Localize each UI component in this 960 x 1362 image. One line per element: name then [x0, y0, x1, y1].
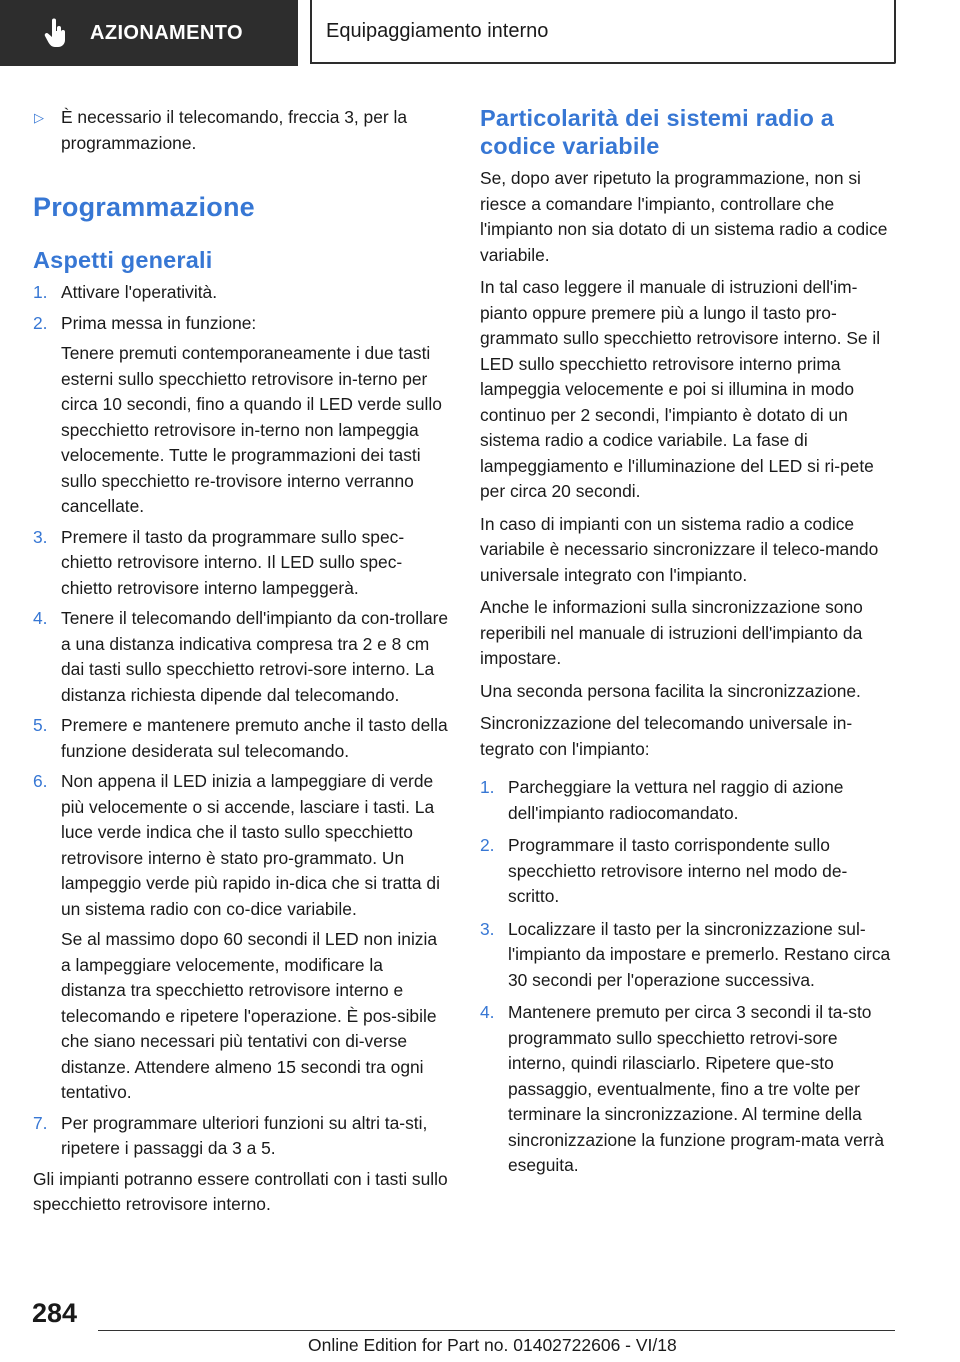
paragraph: In caso di impianti con un sistema radio a codice variabile è necessario sincronizzare il teleco-mando universale integrato con l'impianto.	[480, 513, 879, 585]
paragraph: Se, dopo aver ripetuto la programmazione, non si riesce a comandare l'impianto, controllare che l'impianto non sia dotato di un sistema radio a codice variabile.	[480, 168, 888, 265]
list-item	[33, 280, 451, 306]
list-item	[33, 769, 451, 922]
subsection-heading: Aspetti generali	[33, 247, 213, 273]
step-number: 1.	[33, 282, 48, 302]
hand-pointer-icon	[44, 18, 68, 48]
page-number: 284	[32, 1298, 78, 1328]
list-item	[33, 311, 451, 337]
list-item	[480, 1000, 898, 1179]
step-number: 1.	[480, 777, 495, 797]
step-number: 3.	[33, 526, 48, 547]
step-number: 2.	[33, 312, 48, 333]
step-text: Tenere il telecomando dell'impianto da con-trollare a una distanza indicativa compresa tra 2 e 8 cm dai tasti sullo specchietto retrovi-sore interno. La distanza richiesta dipende dal telecomando.	[61, 608, 449, 705]
chapter-tab	[310, 0, 896, 64]
steps-list	[33, 280, 451, 1218]
step-text: Parcheggiare la vettura nel raggio di azione dell'impianto radiocomandato.	[508, 777, 844, 823]
step-number: 3.	[480, 918, 495, 939]
footer-divider	[98, 1330, 895, 1331]
edition-note: Online Edition for Part no. 01402722606 - VI/18	[308, 1335, 677, 1355]
step-text: Programmare il tasto corrispondente sullo specchietto retrovisore interno nel modo de-scritto.	[508, 835, 848, 906]
step-number: 7.	[33, 1112, 48, 1133]
paragraph: In tal caso leggere il manuale di istruzioni dell'im-pianto oppure premere più a lungo il tasto pro-grammato sullo specchietto retrovisore interno. Se il LED sullo specchietto retrovisore interno prima lampeggia velocemente e poi si illumina in modo continuo per 2 secondi, l'impianto è dotato di un sistema radio a codice variabile. La fase di lampeggiamento e l'illuminazione del LED si ri-pete per circa 20 secondi.	[480, 277, 881, 501]
step-number: 5.	[33, 715, 48, 735]
triangle-bullet-icon: ▷	[34, 110, 44, 125]
paragraph: Sincronizzazione del telecomando universale in-tegrato con l'impianto:	[480, 713, 853, 759]
step-text: Localizzare il tasto per la sincronizzazione sul-l'impianto da impostare e premerlo. Restano circa 30 secondi per l'operazione successiva.	[508, 918, 891, 990]
step-text: Mantenere premuto per circa 3 secondi il ta-sto programmato sullo specchietto retrovi-sore interno, quindi rilasciarlo. Ripetere que-sto passaggio, eventualmente, fino a tre volte per terminare la sincronizzazione. Al termine della sincronizzazione la funzione program-mata verrà eseguita.	[508, 1002, 885, 1175]
closing-paragraph: Gli impianti potranno essere controllati con i tasti sullo specchietto retrovisore interno.	[33, 1168, 448, 1214]
step-text: Per programmare ulteriori funzioni su altri ta-sti, ripetere i passaggi da 3 a 5.	[61, 1112, 428, 1158]
paragraph: Anche le informazioni sulla sincronizzazione sono reperibili nel manuale di istruzioni dell'impianto da impostare.	[480, 597, 863, 668]
step-number: 4.	[33, 608, 48, 628]
step-text: Attivare l'operatività.	[61, 282, 218, 302]
list-item-continuation	[33, 341, 451, 520]
section-tab	[0, 0, 298, 66]
list-item	[33, 1111, 451, 1162]
step-number: 2.	[480, 835, 495, 855]
list-item	[480, 775, 898, 826]
list-item	[33, 606, 451, 708]
step-text: Tenere premuti contemporaneamente i due tasti esterni sullo specchietto retrovisore in-terno per circa 10 secondi, fino a quando il LED verde sullo specchietto retrovisore in-terno non lampeggia velocemente. Tutte le programmazioni dei tasti sullo specchietto re-trovisore interno verranno cancellate.	[61, 343, 442, 516]
step-text: Prima messa in funzione:	[61, 312, 257, 333]
paragraph: Una seconda persona facilita la sincronizzazione.	[480, 680, 861, 701]
step-text: Non appena il LED inizia a lampeggiare di verde più velocemente o si accende, lasciare i tasti. La luce verde indica che il tasto sullo specchietto retrovisore interno è stato pro-grammato. Un lampeggio verde più rapido in-dica che si tratta di un sistema radio con co-dice variabile.	[61, 771, 440, 919]
chapter-label: Equipaggiamento interno	[326, 19, 549, 42]
list-item-continuation	[33, 927, 451, 1106]
step-number: 6.	[33, 771, 48, 791]
intro-bullet-text: È necessario il telecomando, freccia 3, per la programmazione.	[61, 107, 408, 153]
right-body	[480, 166, 898, 1179]
list-item	[33, 525, 451, 602]
step-number: 4.	[480, 1002, 495, 1022]
step-text: Premere il tasto da programmare sullo spec-chietto retrovisore interno. Il LED sullo spec-chietto retrovisore interno lampeggerà.	[61, 526, 405, 598]
list-item	[33, 713, 451, 764]
list-item	[480, 917, 898, 994]
intro-bullet	[33, 105, 479, 156]
list-item	[480, 833, 898, 910]
step-text: Premere e mantenere premuto anche il tasto della funzione desiderata sul telecomando.	[61, 715, 448, 761]
step-text: Se al massimo dopo 60 secondi il LED non inizia a lampeggiare velocemente, modificare la distanza tra specchietto retrovisore interno e telecomando e ripetere l'operazione. È pos-sibile che siano necessari più tentativi con di-verse distanze. Attendere almeno 15 secondi tra ogni tentativo.	[61, 929, 438, 1102]
section-heading: Particolarità dei sistemi radio a codice variabile	[480, 105, 835, 159]
section-label: AZIONAMENTO	[90, 21, 243, 44]
section-heading: Programmazione	[33, 192, 255, 222]
